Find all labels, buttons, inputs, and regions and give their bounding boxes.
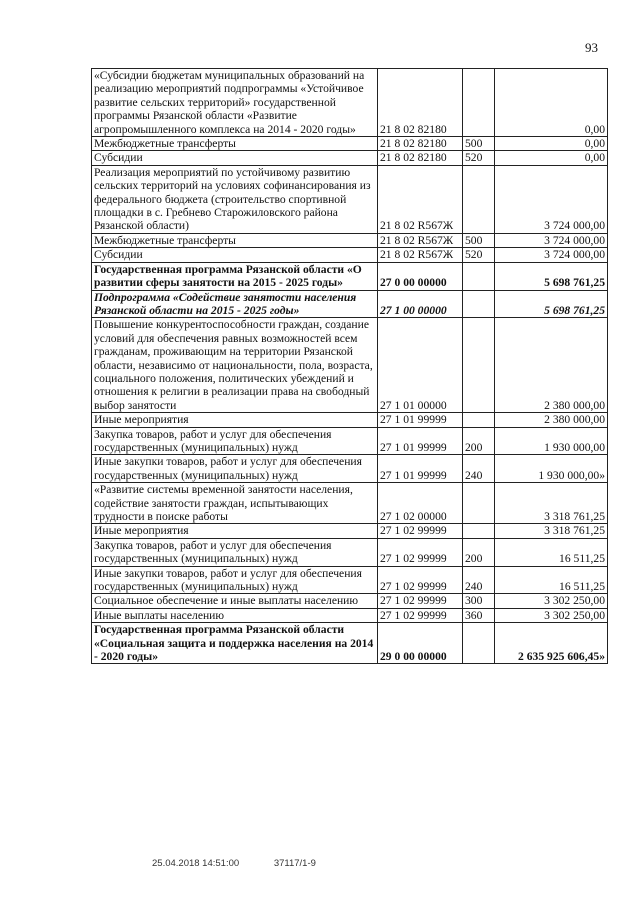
row-amount: 3 302 250,00 (495, 594, 608, 608)
row-type: 500 (463, 233, 495, 247)
row-code: 27 1 02 99999 (378, 566, 463, 594)
row-type: 200 (463, 538, 495, 566)
row-amount: 0,00 (495, 151, 608, 165)
table-row (92, 290, 608, 318)
row-type: 240 (463, 455, 495, 483)
table-row (92, 137, 608, 151)
table-row (92, 427, 608, 455)
footer-timestamp: 25.04.2018 14:51:00 (152, 858, 240, 869)
row-name: Закупка товаров, работ и услуг для обеспечения государственных (муниципальных) нужд (92, 427, 378, 455)
row-type (463, 69, 495, 137)
row-amount: 16 511,25 (495, 538, 608, 566)
table-row (92, 608, 608, 622)
row-code: 21 8 02 82180 (378, 137, 463, 151)
row-code: 21 8 02 82180 (378, 69, 463, 137)
row-name: Повышение конкурентоспособности граждан, создание условий для обеспечения равных возможностей всем гражданам, проживающим на территории Рязанской области, независимо от национальности, пола, возраста, социального положения, политических убеждений и отношения к религии в реализации права на свободный выбор занятости (92, 318, 378, 413)
row-code: 27 0 00 00000 (378, 262, 463, 290)
row-name: Иные закупки товаров, работ и услуг для обеспечения государственных (муниципальных) нужд (92, 566, 378, 594)
row-amount: 0,00 (495, 69, 608, 137)
row-code: 29 0 00 00000 (378, 623, 463, 664)
row-amount: 2 635 925 606,45» (495, 623, 608, 664)
row-code: 27 1 02 00000 (378, 483, 463, 524)
row-amount: 3 302 250,00 (495, 608, 608, 622)
table-row (92, 248, 608, 262)
row-code: 27 1 02 99999 (378, 524, 463, 538)
table-row (92, 69, 608, 137)
row-type: 240 (463, 566, 495, 594)
row-name: Межбюджетные трансферты (92, 137, 378, 151)
row-name: Иные мероприятия (92, 524, 378, 538)
row-type (463, 483, 495, 524)
budget-table (91, 68, 608, 664)
row-amount: 1 930 000,00 (495, 427, 608, 455)
table-row (92, 318, 608, 413)
row-amount: 16 511,25 (495, 566, 608, 594)
row-type (463, 623, 495, 664)
table-row (92, 566, 608, 594)
table-row (92, 524, 608, 538)
table-row (92, 413, 608, 427)
row-code: 27 1 01 00000 (378, 318, 463, 413)
row-amount: 3 318 761,25 (495, 524, 608, 538)
table-row (92, 538, 608, 566)
table-row (92, 165, 608, 233)
row-name: Закупка товаров, работ и услуг для обеспечения государственных (муниципальных) нужд (92, 538, 378, 566)
row-amount: 5 698 761,25 (495, 262, 608, 290)
row-amount: 2 380 000,00 (495, 318, 608, 413)
row-amount: 0,00 (495, 137, 608, 151)
row-amount: 5 698 761,25 (495, 290, 608, 318)
row-type: 520 (463, 151, 495, 165)
row-type: 520 (463, 248, 495, 262)
row-code: 27 1 01 99999 (378, 413, 463, 427)
table-row (92, 262, 608, 290)
row-code: 27 1 01 99999 (378, 427, 463, 455)
row-name: Реализация мероприятий по устойчивому развитию сельских территорий на условиях софинансирования из федерального бюджета (строительство спортивной площадки в с. Гребнево Старожиловского района Рязанской области) (92, 165, 378, 233)
row-code: 27 1 02 99999 (378, 594, 463, 608)
row-name: Межбюджетные трансферты (92, 233, 378, 247)
row-name: «Развитие системы временной занятости населения, содействие занятости граждан, испытывающих трудности в поиске работы (92, 483, 378, 524)
row-name: Государственная программа Рязанской области «Социальная защита и поддержка населения на 2014 - 2020 годы» (92, 623, 378, 664)
row-amount: 3 318 761,25 (495, 483, 608, 524)
row-name: Иные выплаты населению (92, 608, 378, 622)
row-amount: 3 724 000,00 (495, 233, 608, 247)
row-name: Подпрограмма «Содействие занятости населения Рязанской области на 2015 - 2025 годы» (92, 290, 378, 318)
row-type: 300 (463, 594, 495, 608)
row-type: 200 (463, 427, 495, 455)
row-amount: 3 724 000,00 (495, 165, 608, 233)
row-code: 21 8 02 R567Ж (378, 233, 463, 247)
row-name: «Субсидии бюджетам муниципальных образований на реализацию мероприятий подпрограммы «Устойчивое развитие сельских территорий» государственной программы Рязанской области «Развитие агропромышленного комплекса на 2014 - 2020 годы» (92, 69, 378, 137)
table-row (92, 483, 608, 524)
row-name: Субсидии (92, 151, 378, 165)
row-code: 21 8 02 R567Ж (378, 165, 463, 233)
row-code: 27 1 01 99999 (378, 455, 463, 483)
row-code: 27 1 00 00000 (378, 290, 463, 318)
table-row (92, 455, 608, 483)
footer-doc-id: 37117/1-9 (273, 858, 316, 869)
table-row (92, 594, 608, 608)
row-amount: 1 930 000,00» (495, 455, 608, 483)
row-name: Государственная программа Рязанской области «О развитии сферы занятости на 2015 - 2025 годы» (92, 262, 378, 290)
row-code: 21 8 02 82180 (378, 151, 463, 165)
row-type (463, 165, 495, 233)
row-name: Субсидии (92, 248, 378, 262)
row-amount: 2 380 000,00 (495, 413, 608, 427)
row-name: Иные закупки товаров, работ и услуг для обеспечения государственных (муниципальных) нужд (92, 455, 378, 483)
footer (152, 858, 348, 869)
row-amount: 3 724 000,00 (495, 248, 608, 262)
row-type (463, 318, 495, 413)
row-code: 27 1 02 99999 (378, 538, 463, 566)
row-type (463, 290, 495, 318)
row-type (463, 413, 495, 427)
table-row (92, 233, 608, 247)
row-type (463, 524, 495, 538)
row-name: Социальное обеспечение и иные выплаты населению (92, 594, 378, 608)
row-code: 27 1 02 99999 (378, 608, 463, 622)
row-type: 360 (463, 608, 495, 622)
table-row (92, 623, 608, 664)
row-type: 500 (463, 137, 495, 151)
row-name: Иные мероприятия (92, 413, 378, 427)
row-code: 21 8 02 R567Ж (378, 248, 463, 262)
table-row (92, 151, 608, 165)
row-type (463, 262, 495, 290)
page-number: 93 (585, 40, 598, 55)
